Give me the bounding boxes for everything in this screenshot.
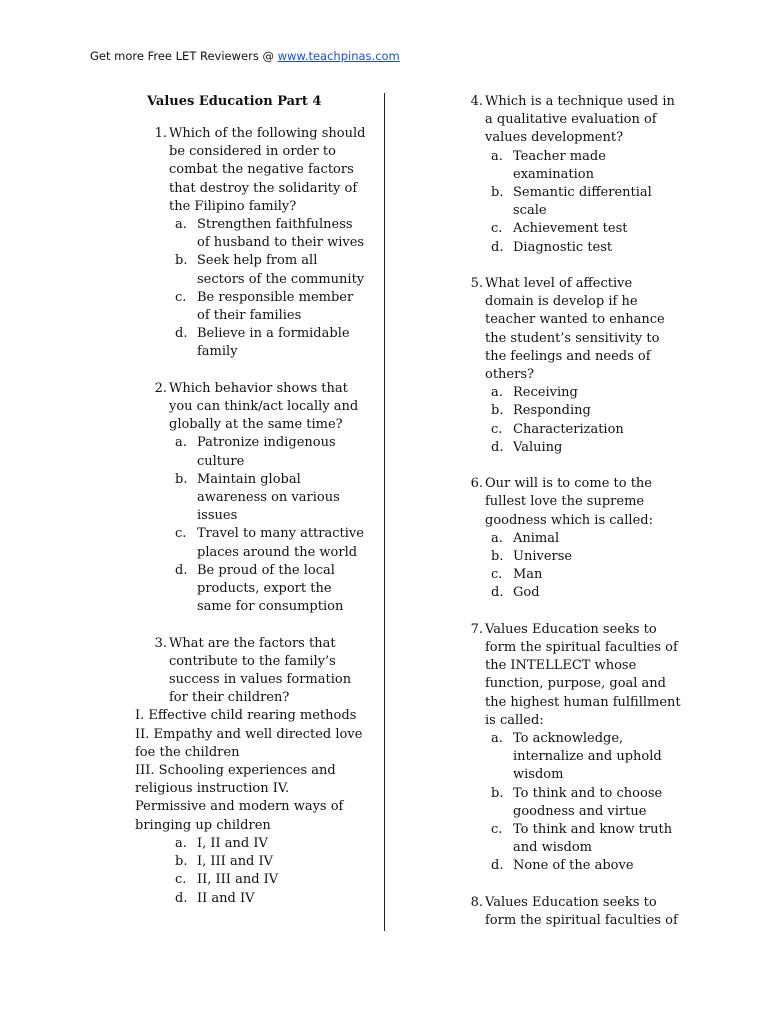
question-text-line: contribute to the family’s	[169, 653, 336, 669]
option-letter: a.	[175, 435, 187, 451]
question-number: 4.	[470, 94, 483, 109]
question-text-line: Which behavior shows that	[169, 380, 348, 396]
question-7	[470, 621, 683, 730]
option-text: of their families	[197, 308, 302, 324]
answer-option[interactable]	[491, 566, 683, 584]
question-spacer	[458, 457, 683, 475]
option-text: Be proud of the local	[197, 562, 335, 578]
option-text: of husband to their wives	[197, 235, 365, 251]
option-text: places around the world	[197, 544, 358, 560]
option-letter: a.	[491, 385, 503, 401]
left-column	[135, 125, 370, 908]
question-number: 1.	[154, 126, 167, 141]
roman-item: Permissive and modern ways of	[135, 799, 344, 815]
question-text-line: teacher wanted to enhance	[485, 312, 665, 328]
option-letter: d.	[491, 858, 504, 874]
question-text-line: the INTELLECT whose	[485, 658, 637, 674]
answer-option[interactable]	[491, 530, 683, 548]
option-text: wisdom	[513, 767, 564, 783]
answer-option[interactable]	[175, 216, 370, 252]
option-letter: b.	[491, 549, 504, 565]
question-spacer	[458, 257, 683, 275]
option-letter: c.	[175, 872, 187, 888]
option-letter: c.	[491, 221, 503, 237]
option-text: None of the above	[513, 858, 634, 874]
option-text: To think and know truth	[513, 822, 673, 838]
question-text-line: you can think/act locally and	[169, 399, 359, 415]
question-number: 8.	[470, 894, 483, 910]
option-letter: d.	[491, 239, 504, 255]
option-letter: a.	[175, 217, 187, 233]
question-text-line: What level of affective	[485, 276, 633, 292]
option-text: sectors of the community	[197, 271, 365, 287]
option-letter: b.	[491, 185, 504, 201]
option-text: Teacher made	[513, 148, 606, 164]
question-text-line: be considered in order to	[169, 144, 336, 160]
option-text: products, export the	[197, 581, 332, 597]
question-8	[470, 894, 683, 930]
option-text: I, III and IV	[197, 854, 274, 870]
option-text: Seek help from all	[197, 253, 318, 269]
roman-item: bringing up children	[135, 817, 271, 833]
answer-option[interactable]	[491, 439, 683, 457]
answer-option[interactable]	[175, 471, 370, 526]
option-letter: d.	[175, 326, 188, 342]
question-number: 2.	[154, 380, 167, 396]
option-text: internalize and uphold	[513, 749, 662, 765]
answer-option[interactable]	[491, 730, 683, 785]
option-text: Receiving	[513, 385, 578, 401]
question-text-line: Which of the following should	[169, 126, 366, 141]
question-text-line: goodness which is called:	[485, 512, 653, 528]
option-text: goodness and virtue	[513, 803, 647, 819]
question-text-line: form the spiritual faculties of	[485, 640, 678, 656]
question-text-line: a qualitative evaluation of	[485, 112, 657, 128]
option-text: scale	[513, 203, 547, 219]
question-text-line: form the spiritual faculties of	[485, 913, 678, 929]
option-text: Strengthen faithfulness	[197, 217, 353, 233]
question-text-line: that destroy the solidarity of	[169, 180, 358, 196]
question-6	[470, 475, 683, 530]
question-text-line: fullest love the supreme	[485, 494, 645, 510]
option-text: II, III and IV	[197, 872, 279, 888]
roman-item: I. Effective child rearing methods	[135, 708, 357, 724]
option-letter: d.	[175, 562, 188, 578]
answer-option[interactable]	[491, 220, 683, 238]
question-text-line: others?	[485, 367, 534, 383]
question-2	[154, 380, 370, 435]
answer-option[interactable]	[175, 853, 370, 871]
answer-option[interactable]	[175, 871, 370, 889]
option-letter: c.	[491, 822, 503, 838]
question-number: 7.	[470, 621, 483, 637]
option-text: Man	[513, 567, 543, 583]
option-letter: c.	[491, 421, 503, 437]
question-text-line: What are the factors that	[169, 635, 336, 651]
option-text: I, II and IV	[197, 835, 268, 851]
question-text-line: for their children?	[169, 690, 290, 706]
column-divider	[384, 93, 385, 931]
roman-item: III. Schooling experiences and	[135, 763, 336, 779]
option-text: Travel to many attractive	[197, 526, 364, 542]
option-text: God	[513, 585, 540, 601]
option-letter: d.	[175, 890, 188, 906]
option-text: Characterization	[513, 421, 624, 437]
question-text-line: success in values formation	[169, 672, 352, 688]
page-title: Values Education Part 4	[147, 94, 322, 109]
option-letter: c.	[175, 526, 187, 542]
option-letter: d.	[491, 585, 504, 601]
option-text: Semantic differential	[513, 185, 652, 201]
option-text: same for consumption	[197, 599, 344, 615]
question-text-line: Which is a technique used in	[485, 94, 675, 109]
option-text: Responding	[513, 403, 591, 419]
option-text: culture	[197, 453, 245, 469]
option-letter: b.	[491, 403, 504, 419]
answer-option[interactable]	[491, 857, 683, 875]
answer-option[interactable]	[491, 402, 683, 420]
option-letter: a.	[491, 148, 503, 164]
answer-option[interactable]	[491, 148, 683, 184]
right-column	[458, 93, 683, 930]
option-text: family	[197, 344, 238, 360]
question-number: 5.	[470, 276, 483, 292]
roman-item: foe the children	[135, 744, 240, 760]
option-text: To think and to choose	[513, 785, 663, 801]
answer-option[interactable]	[491, 239, 683, 257]
option-letter: d.	[491, 439, 504, 455]
answer-option[interactable]	[491, 421, 683, 439]
option-text: Achievement test	[513, 221, 628, 237]
question-text-line: is called:	[485, 712, 544, 728]
question-text-line: function, purpose, goal and	[485, 676, 667, 692]
question-1	[154, 125, 370, 216]
option-text: issues	[197, 508, 238, 524]
question-text-line: values development?	[485, 130, 624, 146]
question-5	[470, 275, 683, 384]
roman-item: religious instruction IV.	[135, 781, 290, 797]
answer-option[interactable]	[491, 785, 683, 821]
option-text: Be responsible member	[197, 289, 354, 305]
option-letter: a.	[491, 731, 503, 747]
option-letter: c.	[175, 289, 187, 305]
option-letter: b.	[175, 471, 188, 487]
question-text-line: domain is develop if he	[485, 294, 638, 310]
question-spacer	[135, 616, 370, 634]
question-number: 3.	[154, 635, 167, 651]
question-text-line: the feelings and needs of	[485, 348, 651, 364]
question-text-line: Values Education seeks to	[485, 621, 657, 637]
answer-option[interactable]	[491, 548, 683, 566]
answer-option[interactable]	[491, 384, 683, 402]
question-number: 6.	[470, 476, 483, 492]
question-4	[470, 93, 683, 148]
answer-option[interactable]	[175, 434, 370, 470]
question-text-line: Values Education seeks to	[485, 894, 657, 910]
answer-option[interactable]	[175, 890, 370, 908]
option-text: and wisdom	[513, 840, 593, 856]
question-spacer	[135, 362, 370, 380]
question-text-line: the student’s sensitivity to	[485, 330, 660, 346]
option-letter: b.	[491, 785, 504, 801]
option-text: II and IV	[197, 890, 255, 906]
answer-option[interactable]	[175, 562, 370, 617]
question-text-line: the Filipino family?	[169, 198, 297, 214]
question-text-line: the highest human fulfillment	[485, 694, 681, 710]
option-text: Believe in a formidable	[197, 326, 350, 342]
option-text: Patronize indigenous	[197, 435, 336, 451]
answer-option[interactable]	[175, 252, 370, 288]
option-text: Diagnostic test	[513, 239, 613, 255]
option-letter: c.	[491, 567, 503, 583]
question-text-line: combat the negative factors	[169, 162, 354, 178]
header-text: Get more Free LET Reviewers @	[90, 49, 278, 63]
question-text-line: Our will is to come to the	[485, 476, 652, 492]
question-text-line: globally at the same time?	[169, 417, 343, 433]
option-letter: a.	[175, 835, 187, 851]
option-text: Valuing	[513, 439, 563, 455]
answer-option[interactable]	[491, 584, 683, 602]
option-letter: b.	[175, 253, 188, 269]
option-letter: b.	[175, 854, 188, 870]
answer-option[interactable]	[175, 289, 370, 325]
option-letter: a.	[491, 530, 503, 546]
option-text: Universe	[513, 549, 573, 565]
option-text: To acknowledge,	[513, 731, 624, 747]
option-text: Maintain global	[197, 471, 301, 487]
question-spacer	[458, 876, 683, 894]
answer-option[interactable]	[491, 184, 683, 220]
question-spacer	[458, 603, 683, 621]
option-text: awareness on various	[197, 490, 340, 506]
header-link[interactable]: www.teachpinas.com	[277, 49, 400, 63]
option-text: examination	[513, 166, 594, 182]
answer-option[interactable]	[175, 835, 370, 853]
roman-item: II. Empathy and well directed love	[135, 726, 363, 742]
option-text: Animal	[513, 530, 560, 546]
answer-option[interactable]	[175, 525, 370, 561]
answer-option[interactable]	[175, 325, 370, 361]
question-3	[154, 635, 370, 708]
answer-option[interactable]	[491, 821, 683, 857]
page-header	[90, 47, 400, 65]
